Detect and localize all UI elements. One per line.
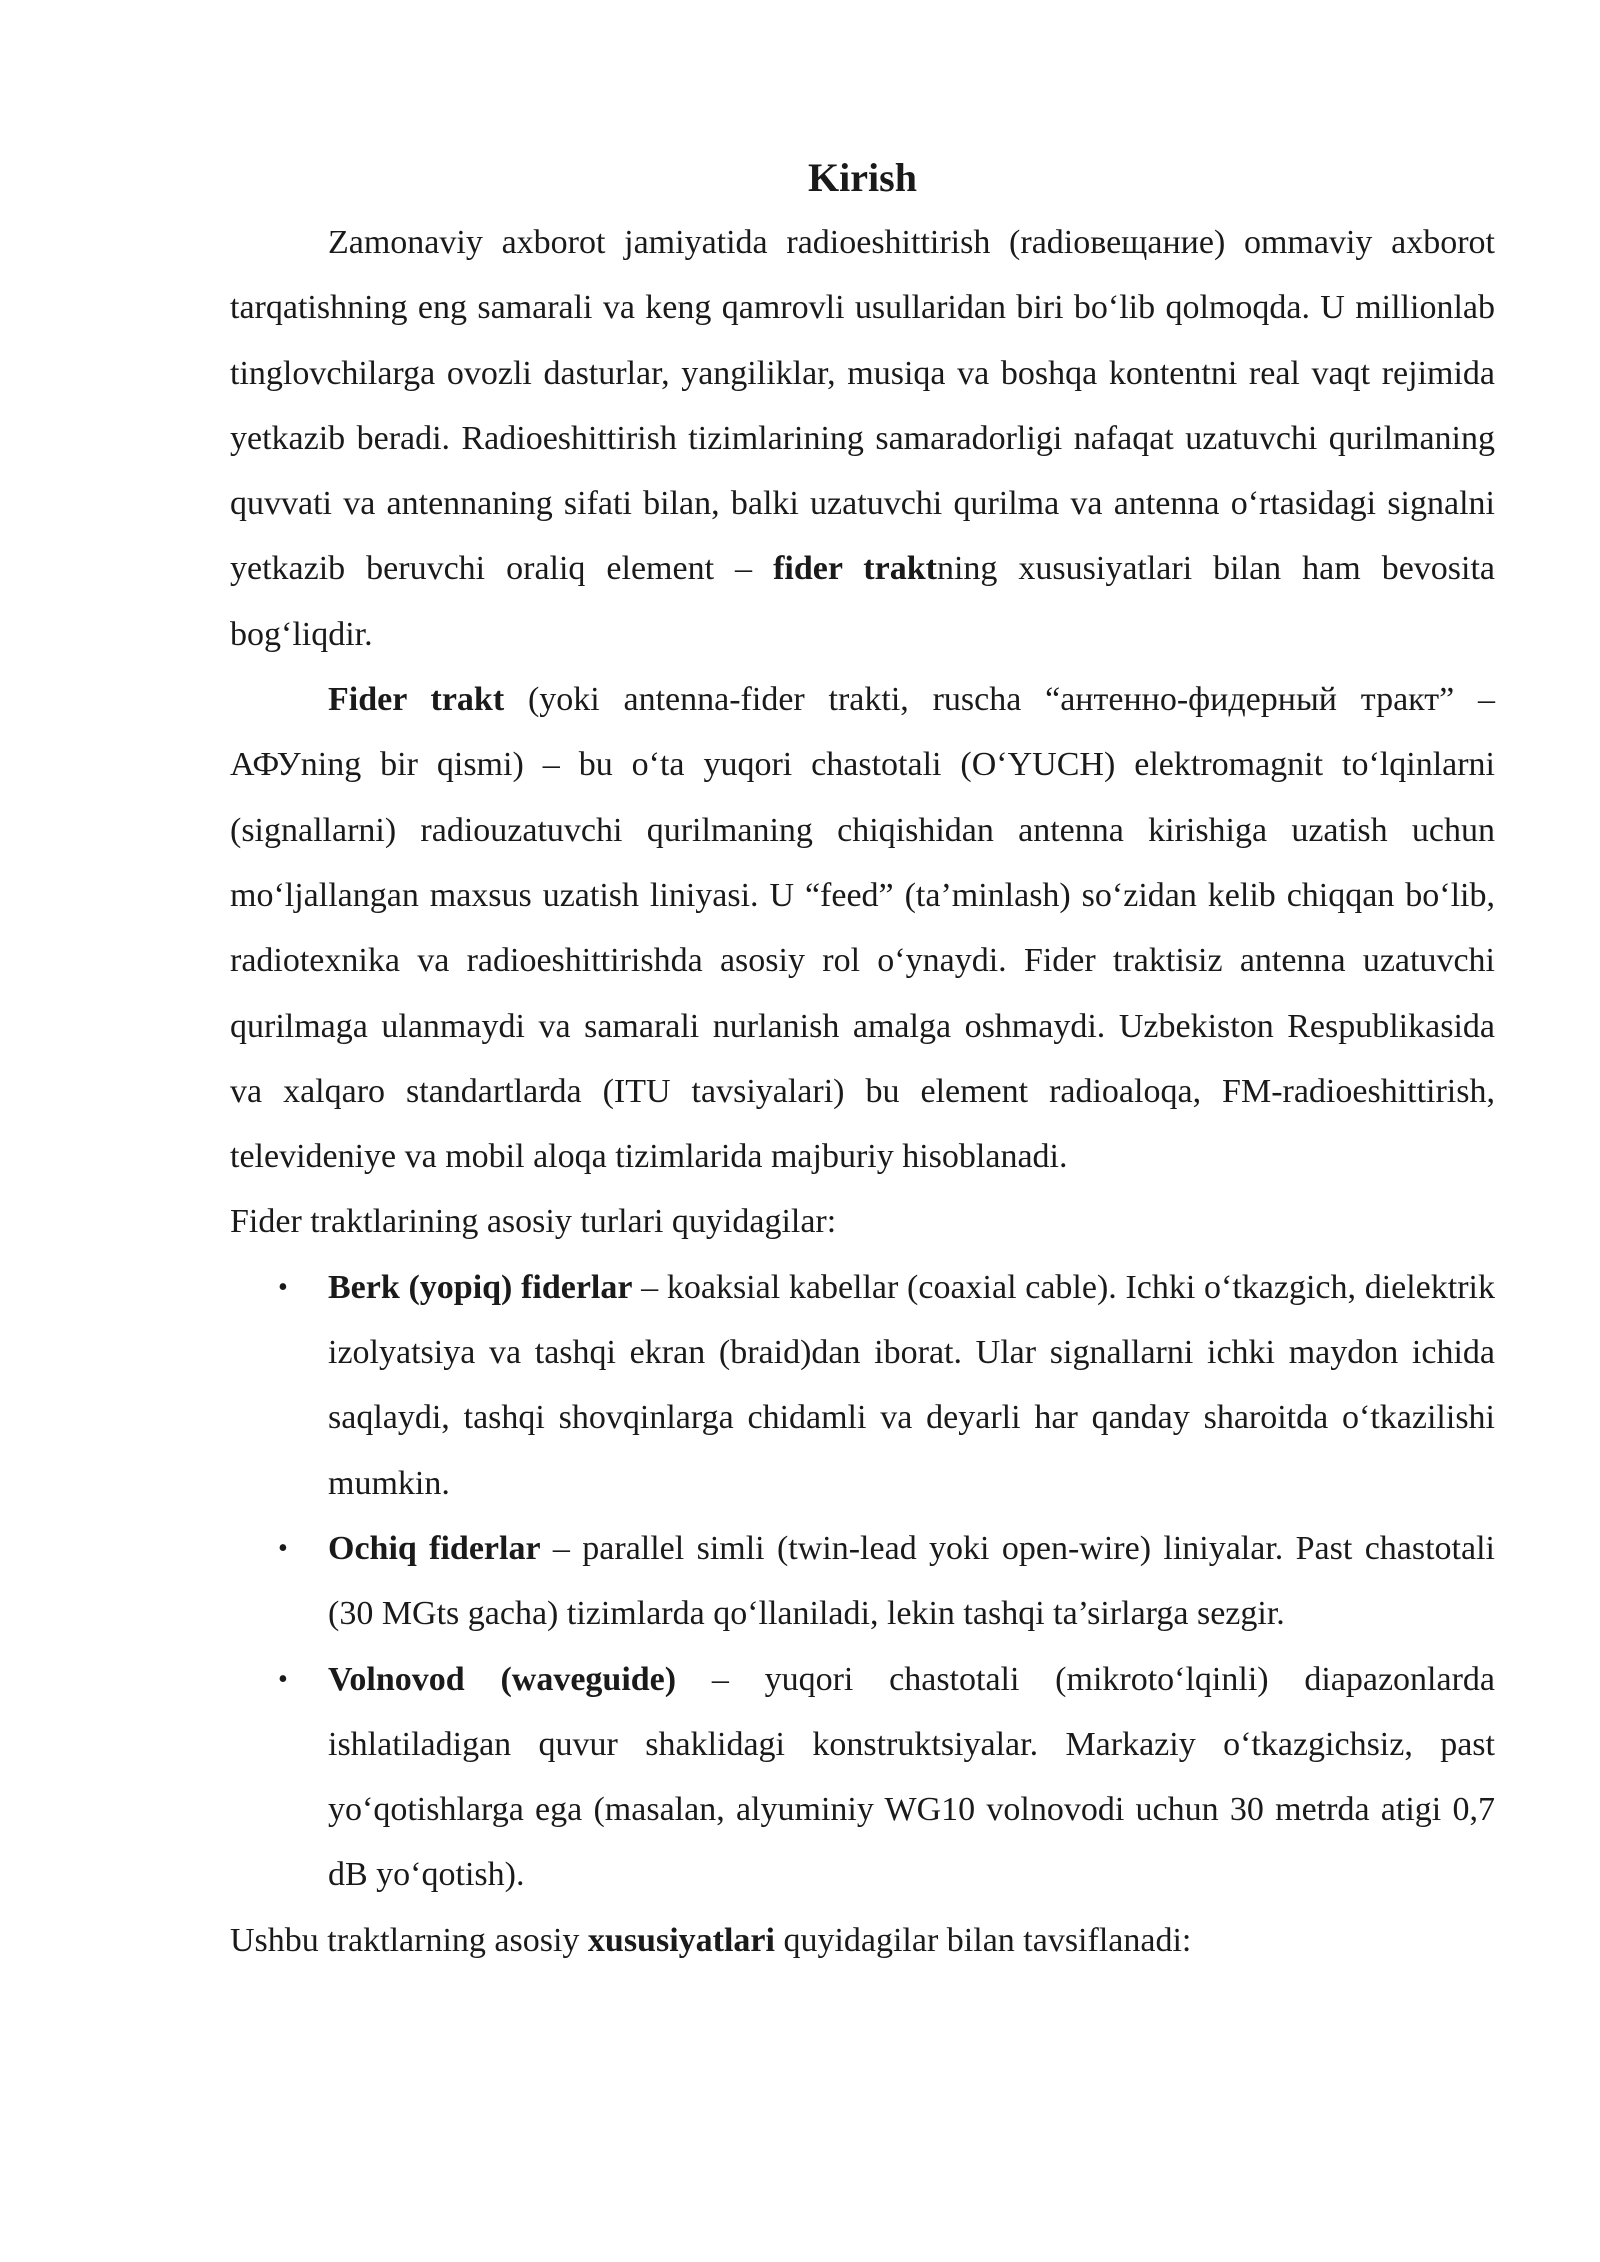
bullet-icon: • <box>278 1532 288 1564</box>
definition-text: (yoki antenna-fider trakti, ruscha “антенно-фидерный тракт” – АФУning bir qismi) – bu o‘ta yuqori chastotali (O‘YUCH) elektromagnit to‘lqinlarni (signallarni) radiouzatuvchi qurilmaning chiqishidan antenna kirishiga uzatish uchun mo‘ljallangan maxsus uzatish liniyasi. U “feed” (ta’minlash) so‘zidan kelib chiqqan bo‘lib, radiotexnika va radioeshittirishda asosiy rol o‘ynaydi. Fider traktisiz antenna uzatuvchi qurilmaga ulanmaydi va samarali nurlanish amalga oshmaydi. Uzbekiston Respublikasida va xalqaro standartlarda (ITU tavsiyalari) bu element radioaloqa, FM-radioeshittirish, televideniye va mobil aloqa tizimlarida majburiy hisoblanadi. <box>230 681 1495 1176</box>
list-item <box>278 1516 1495 1647</box>
list-item-text: – parallel simli (twin-lead yoki open-wire) liniyalar. Past chastotali (30 MGts gacha) tizimlarda qo‘llaniladi, lekin tashqi ta’sirlarga sezgir. <box>328 1529 1495 1633</box>
list-item-term: Ochiq fiderlar <box>328 1529 541 1567</box>
bullet-icon: • <box>278 1271 288 1303</box>
closing-text-2: quyidagilar bilan tavsiflanadi: <box>774 1921 1192 1959</box>
list-item-text: – koaksial kabellar (coaxial cable). Ichki o‘tkazgich, dielektrik izolyatsiya va tashqi ekran (braid)dan iborat. Ular signallarni ichki maydon ichida saqlaydi, tashqi shovqinlarga chidamli va deyarli har qanday sharoitda o‘tkazilishi mumkin. <box>328 1268 1495 1502</box>
list-item-text: – yuqori chastotali (mikroto‘lqinli) diapazonlarda ishlatiladigan quvur shaklidagi konstruktsiyalar. Markaziy o‘tkazgichsiz, past yo‘qotishlarga ega (masalan, alyuminiy WG10 volnovodi uchun 30 metrda atigi 0,7 dB yo‘qotish). <box>328 1660 1496 1894</box>
definition-paragraph <box>230 667 1495 1189</box>
document-page <box>230 145 1495 1973</box>
closing-paragraph <box>230 1908 1495 1973</box>
intro-paragraph <box>230 210 1495 667</box>
bullet-icon: • <box>278 1663 288 1695</box>
types-intro: Fider traktlarining asosiy turlari quyidagilar: <box>230 1203 837 1241</box>
list-item-term: Berk (yopiq) fiderlar <box>328 1268 633 1306</box>
closing-bold-term: xususiyatlari <box>587 1921 775 1959</box>
intro-text-2: ning xususiyatlari bilan ham bevosita bog‘liqdir. <box>230 550 1496 653</box>
closing-text-1: Ushbu traktlarning asosiy <box>230 1921 588 1959</box>
definition-bold-term: Fider trakt <box>328 681 505 719</box>
list-item <box>278 1647 1496 1908</box>
list-item <box>278 1255 1495 1516</box>
intro-text-1: Zamonaviy axborot jamiyatida radioeshittirish (radioвещание) ommaviy axborot tarqatishning eng samarali va keng qamrovli usullaridan biri bo‘lib qolmoqda. U millionlab tinglovchilarga ovozli dasturlar, yangiliklar, musiqa va boshqa kontentni real vaqt rejimida yetkazib beradi. Radioeshittirish tizimlarining samaradorligi nafaqat uzatuvchi qurilmaning quvvati va antennaning sifati bilan, balki uzatuvchi qurilma va antenna o‘rtasidagi signalni yetkazib beruvchi oraliq element – <box>230 224 1495 588</box>
intro-bold-term: fider trakt <box>773 550 937 588</box>
page-title: Kirish <box>808 155 917 200</box>
list-item-term: Volnovod (waveguide) <box>328 1660 677 1698</box>
types-list <box>230 1255 1495 1908</box>
